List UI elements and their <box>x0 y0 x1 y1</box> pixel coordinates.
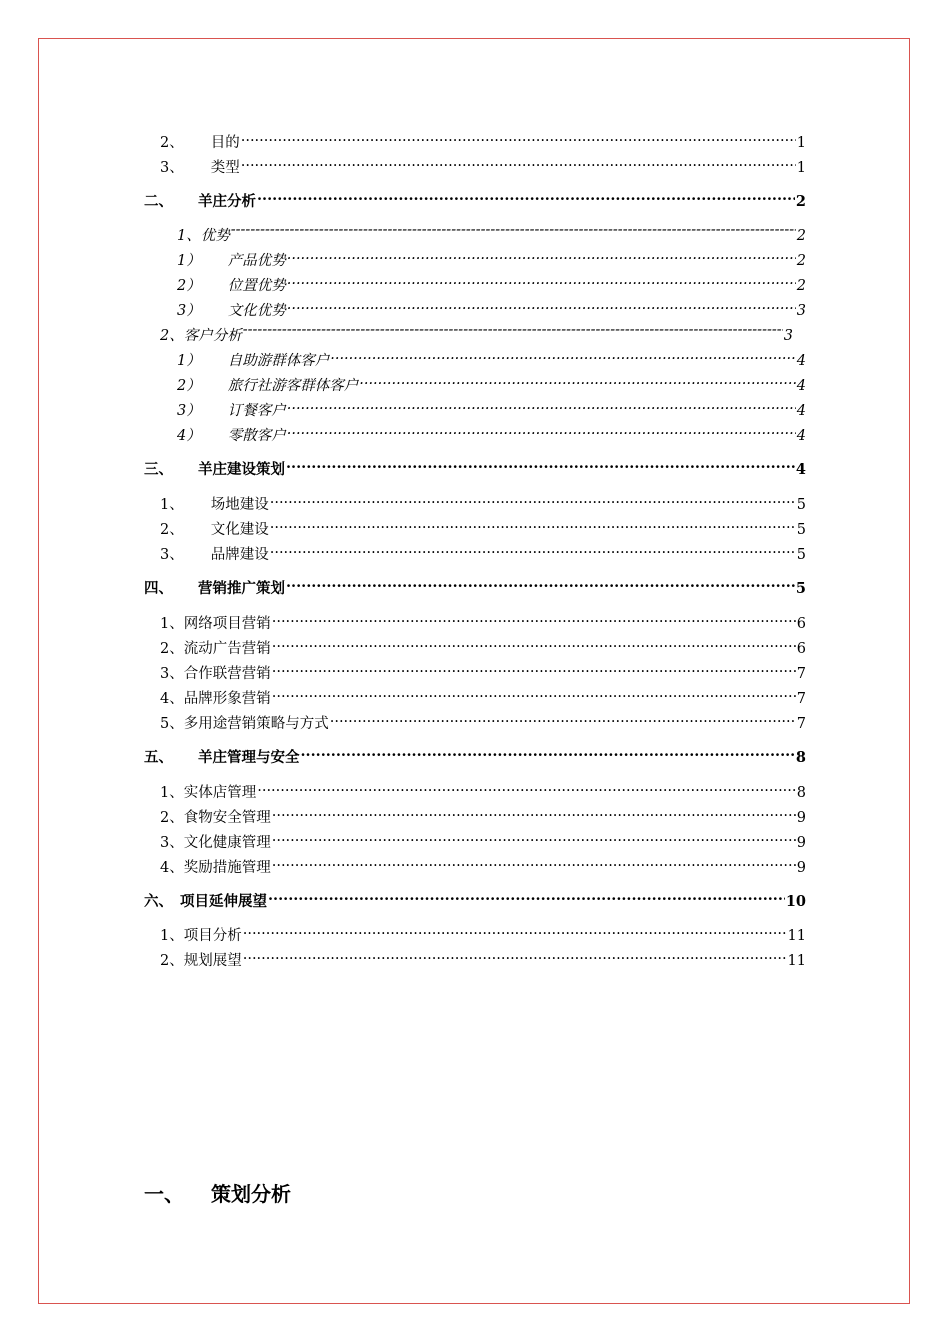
toc-entry-title: 场地建设 <box>210 497 269 513</box>
toc-entry-page-number: 11 <box>787 928 806 944</box>
toc-entry-title: 羊庄管理与安全 <box>198 749 300 766</box>
toc-dot-leader <box>287 245 796 265</box>
toc-entry[interactable] <box>144 573 806 597</box>
toc-entry-page-number: 8 <box>796 785 806 801</box>
toc-entry-title: 类型 <box>210 160 240 176</box>
section-heading-title: 策划分析 <box>211 1182 291 1206</box>
toc-dot-leader <box>243 320 783 340</box>
toc-entry-number: 3、 <box>160 547 184 563</box>
toc-dot-leader <box>272 608 796 628</box>
toc-entry-page-number: 5 <box>796 547 806 563</box>
toc-entry-title: 自助游群体客户 <box>227 353 330 369</box>
toc-entry-page-number: 8 <box>795 749 806 766</box>
toc-dot-leader <box>243 920 787 940</box>
toc-entry[interactable] <box>177 295 806 319</box>
toc-entry-title: 羊庄分析 <box>198 193 256 210</box>
toc-entry-page-number: 9 <box>796 810 806 826</box>
toc-dot-leader <box>270 514 796 534</box>
toc-entry-page-number: 4 <box>796 403 806 419</box>
toc-entry-number: 2、 <box>160 522 184 538</box>
toc-entry-number: 2、 <box>160 135 184 151</box>
toc-entry-title: 规划展望 <box>183 953 242 969</box>
toc-entry-number: 四、 <box>144 580 173 597</box>
toc-dot-leader <box>287 420 796 440</box>
toc-entry-title: 产品优势 <box>227 253 286 269</box>
toc-dot-leader <box>286 454 795 474</box>
toc-entry[interactable] <box>177 395 806 419</box>
toc-entry-page-number: 4 <box>796 428 806 444</box>
toc-entry-page-number: 5 <box>795 580 806 597</box>
toc-dot-leader <box>330 345 796 365</box>
toc-entry-number: 3、 <box>160 160 184 176</box>
toc-entry[interactable] <box>160 320 793 344</box>
toc-entry[interactable] <box>144 186 806 210</box>
toc-dot-leader <box>243 945 787 965</box>
toc-entry[interactable] <box>144 454 806 478</box>
toc-entry-number: 六、 <box>144 893 173 910</box>
toc-entry-page-number: 6 <box>796 641 806 657</box>
toc-entry-page-number: 1 <box>796 160 806 176</box>
toc-entry-number: 五、 <box>144 749 173 766</box>
toc-entry-number: 3） <box>177 403 201 419</box>
toc-entry-number: 4、 <box>160 860 184 876</box>
toc-entry-title: 项目分析 <box>183 928 242 944</box>
toc-entry-number: 1、 <box>160 497 184 513</box>
toc-entry-number: 三、 <box>144 461 173 478</box>
toc-dot-leader <box>272 633 796 653</box>
toc-entry-page-number: 9 <box>796 860 806 876</box>
toc-dot-leader <box>272 683 796 703</box>
toc-dot-leader <box>286 573 795 593</box>
toc-entry-page-number: 2 <box>796 253 806 269</box>
toc-entry-page-number: 6 <box>796 616 806 632</box>
toc-entry-title: 文化健康管理 <box>183 835 271 851</box>
toc-entry[interactable] <box>177 245 806 269</box>
toc-entry[interactable] <box>160 127 806 151</box>
toc-entry-title: 奖励措施管理 <box>183 860 271 876</box>
toc-entry-number: 1） <box>177 353 201 369</box>
toc-entry-number: 1、 <box>160 785 184 801</box>
toc-entry-page-number: 3 <box>783 328 793 344</box>
toc-entry-number: 3、 <box>160 835 184 851</box>
toc-entry-title: 项目延伸展望 <box>180 893 267 910</box>
toc-dot-leader <box>257 777 796 797</box>
toc-entry-number: 1、 <box>160 928 184 944</box>
toc-entry-page-number: 9 <box>796 835 806 851</box>
toc-entry-page-number: 10 <box>785 893 806 910</box>
toc-entry-title: 文化优势 <box>227 303 286 319</box>
toc-entry-page-number: 11 <box>787 953 806 969</box>
toc-entry-page-number: 1 <box>796 135 806 151</box>
toc-entry-title: 位置优势 <box>227 278 286 294</box>
toc-entry-number: 3） <box>177 303 201 319</box>
toc-dot-leader <box>287 270 796 290</box>
toc-entry-title: 流动广告营销 <box>183 641 271 657</box>
toc-entry-number: 2、 <box>160 328 184 344</box>
toc-entry-page-number: 4 <box>796 378 806 394</box>
toc-dot-leader <box>359 370 796 390</box>
toc-entry-page-number: 7 <box>796 691 806 707</box>
toc-entry[interactable] <box>160 920 806 944</box>
toc-entry[interactable] <box>160 945 806 969</box>
toc-entry-title: 网络项目营销 <box>183 616 271 632</box>
toc-entry-page-number: 7 <box>796 666 806 682</box>
toc-entry[interactable] <box>177 420 806 444</box>
toc-entry-page-number: 4 <box>796 353 806 369</box>
toc-entry-title: 多用途营销策略与方式 <box>183 716 329 732</box>
toc-entry[interactable] <box>160 777 806 801</box>
toc-entry-page-number: 5 <box>796 522 806 538</box>
toc-entry-title: 目的 <box>210 135 240 151</box>
section-heading-number: 一、 <box>144 1182 184 1206</box>
toc-entry-page-number: 2 <box>796 228 806 244</box>
toc-entry[interactable] <box>177 220 806 244</box>
toc-entry[interactable] <box>144 886 806 910</box>
toc-entry[interactable] <box>160 539 806 563</box>
toc-entry-number: 2） <box>177 378 201 394</box>
toc-dot-leader <box>231 220 796 240</box>
toc-dot-leader <box>270 539 796 559</box>
toc-entry-number: 4） <box>177 428 201 444</box>
toc-entry-title: 合作联营营销 <box>183 666 271 682</box>
toc-entry-number: 二、 <box>144 193 173 210</box>
toc-entry[interactable] <box>160 683 806 707</box>
toc-dot-leader <box>241 127 796 147</box>
toc-dot-leader <box>272 827 796 847</box>
toc-entry[interactable] <box>160 827 806 851</box>
toc-entry-number: 2、 <box>160 953 184 969</box>
toc-dot-leader <box>272 802 796 822</box>
toc-dot-leader <box>301 742 795 762</box>
toc-entry-number: 1、 <box>160 616 184 632</box>
toc-entry[interactable] <box>160 633 806 657</box>
toc-entry[interactable] <box>144 742 806 766</box>
toc-dot-leader <box>241 152 796 172</box>
toc-entry[interactable] <box>160 658 806 682</box>
toc-entry[interactable] <box>160 708 806 732</box>
toc-entry-page-number: 2 <box>795 193 806 210</box>
toc-entry-title: 旅行社游客群体客户 <box>227 378 359 394</box>
toc-entry-title: 食物安全管理 <box>183 810 271 826</box>
toc-entry-title: 营销推广策划 <box>198 580 285 597</box>
toc-entry-number: 2、 <box>160 641 184 657</box>
toc-entry-page-number: 4 <box>795 461 806 478</box>
toc-entry-page-number: 7 <box>796 716 806 732</box>
section-heading <box>144 1178 291 1207</box>
toc-entry-title: 品牌建设 <box>210 547 269 563</box>
toc-entry-number: 5、 <box>160 716 184 732</box>
toc-dot-leader <box>287 295 796 315</box>
toc-entry[interactable] <box>160 608 806 632</box>
toc-entry-page-number: 3 <box>796 303 806 319</box>
toc-entry-title: 文化建设 <box>210 522 269 538</box>
toc-entry-title: 实体店管理 <box>183 785 257 801</box>
toc-entry-number: 2） <box>177 278 201 294</box>
toc-entry[interactable] <box>177 345 806 369</box>
toc-entry-number: 3、 <box>160 666 184 682</box>
toc-entry[interactable] <box>160 152 806 176</box>
toc-entry[interactable] <box>177 270 806 294</box>
toc-entry[interactable] <box>160 852 806 876</box>
toc-entry-title: 零散客户 <box>227 428 286 444</box>
toc-entry-title: 订餐客户 <box>227 403 286 419</box>
toc-entry-number: 4、 <box>160 691 184 707</box>
toc-entry-number: 1、 <box>177 228 201 244</box>
toc-dot-leader <box>287 395 796 415</box>
toc-dot-leader <box>257 186 795 206</box>
toc-dot-leader <box>270 489 796 509</box>
toc-dot-leader <box>330 708 796 728</box>
toc-entry[interactable] <box>177 370 806 394</box>
toc-dot-leader <box>272 658 796 678</box>
toc-entry[interactable] <box>160 514 806 538</box>
toc-dot-leader <box>272 852 796 872</box>
toc-entry-title: 品牌形象营销 <box>183 691 271 707</box>
toc-entry[interactable] <box>160 489 806 513</box>
toc-entry[interactable] <box>160 802 806 826</box>
toc-entry-title: 优势 <box>200 228 230 244</box>
toc-entry-number: 2、 <box>160 810 184 826</box>
toc-entry-page-number: 5 <box>796 497 806 513</box>
toc-entry-title: 客户分析 <box>183 328 242 344</box>
toc-entry-number: 1） <box>177 253 201 269</box>
toc-dot-leader <box>268 886 785 906</box>
toc-entry-page-number: 2 <box>796 278 806 294</box>
toc-entry-title: 羊庄建设策划 <box>198 461 285 478</box>
